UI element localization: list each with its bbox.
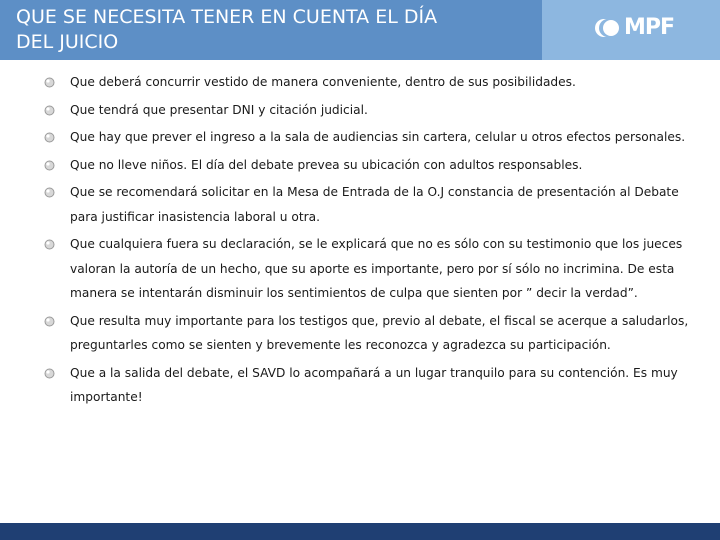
list-item xyxy=(0,153,720,178)
list-item xyxy=(0,98,720,123)
bullet-icon xyxy=(44,160,55,171)
slide-title-line-1: QUE SE NECESITA TENER EN CUENTA EL DÍA xyxy=(16,6,438,28)
list-item-text: Que cualquiera fuera su declaración, se le explicará que no es sólo con su testimonio que los jueces valoran la autoría de un hecho, que su aporte es importante, pero por sí sólo no incrimina. De esta manera se intentarán disminuir los sentimientos de culpa que sienten por ” decir la verdad”. xyxy=(70,237,683,300)
list-item-text: Que a la salida del debate, el SAVD lo acompañará a un lugar tranquilo para su contención. Es muy importante! xyxy=(70,365,678,404)
list-item-text: Que tendrá que presentar DNI y citación judicial. xyxy=(70,102,368,117)
bullet-icon xyxy=(44,105,55,116)
bullet-icon xyxy=(44,316,55,327)
list-item-text: Que resulta muy importante para los testigos que, previo al debate, el fiscal se acerque a saludarlos, preguntarles como se sienten y brevemente les reconozca y agradezca su participación. xyxy=(70,313,689,352)
bullet-icon xyxy=(44,187,55,198)
mpf-logo xyxy=(594,14,674,42)
list-item-text: Que se recomendará solicitar en la Mesa de Entrada de la O.J constancia de presentación al Debate para justificar inasistencia laboral u otra. xyxy=(70,185,679,224)
list-item-text: Que no lleve niños. El día del debate prevea su ubicación con adultos responsables. xyxy=(70,157,583,172)
slide-title xyxy=(0,0,542,60)
header-bar xyxy=(0,0,720,60)
mpf-logo-icon xyxy=(594,14,622,42)
list-item xyxy=(0,232,720,306)
list-item xyxy=(0,70,720,95)
footer-bar xyxy=(0,523,720,540)
slide-title-line-2: DEL JUICIO xyxy=(16,31,119,53)
list-item-text: Que hay que prever el ingreso a la sala de audiencias sin cartera, celular u otros efectos personales. xyxy=(70,130,686,144)
list-item xyxy=(0,309,720,358)
list-item xyxy=(0,180,720,229)
bullet-list xyxy=(0,70,720,413)
mpf-logo-text: MPF xyxy=(624,15,675,40)
bullet-icon xyxy=(44,368,55,379)
list-item xyxy=(0,125,720,150)
bullet-icon xyxy=(44,132,55,143)
bullet-icon xyxy=(44,77,55,88)
bullet-icon xyxy=(44,239,55,250)
list-item xyxy=(0,361,720,410)
list-item-text: Que deberá concurrir vestido de manera conveniente, dentro de sus posibilidades. xyxy=(70,75,576,89)
